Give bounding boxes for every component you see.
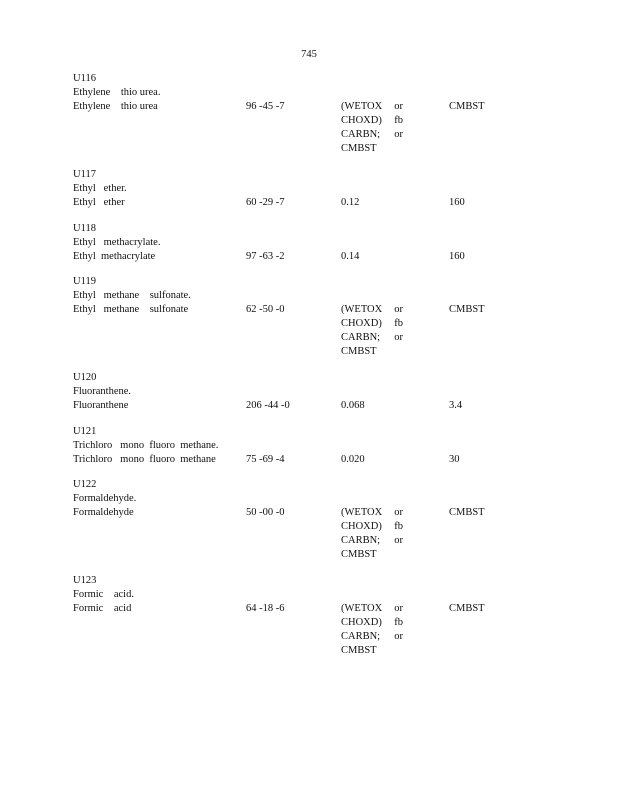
constituent-row: [73, 100, 593, 154]
waste-code: U121: [73, 426, 97, 437]
constituent-row: [73, 303, 593, 357]
waste-entry-u117: [73, 168, 593, 210]
wastewater-standard: 0.12: [341, 197, 360, 208]
waste-title: Ethyl methacrylate.: [73, 237, 161, 248]
nonwastewater-standard: 3.4: [449, 400, 463, 411]
constituent-row: [73, 506, 593, 560]
waste-title: Ethylene thio urea.: [73, 87, 161, 98]
constituent-name: Formic acid: [73, 603, 132, 614]
constituent-name: Ethyl methane sulfonate: [73, 304, 189, 315]
technology-code: (WETOX or CHOXD) fb CARBN; or CMBST: [341, 304, 403, 357]
constituent-name: Fluoranthene: [73, 400, 129, 411]
waste-entry-u118: [73, 222, 593, 264]
waste-entry-u116: [73, 72, 593, 154]
waste-entry-u121: [73, 425, 593, 467]
constituent-row: [73, 453, 593, 467]
cas-number: 97 -63 -2: [246, 251, 285, 262]
waste-title: Formaldehyde.: [73, 493, 137, 504]
waste-entry-u119: [73, 275, 593, 357]
cas-number: 62 -50 -0: [246, 304, 285, 315]
page-number: 745: [301, 49, 317, 60]
waste-title: Ethyl ether.: [73, 183, 127, 194]
waste-entry-u120: [73, 371, 593, 413]
waste-code: U122: [73, 479, 97, 490]
cas-number: 75 -69 -4: [246, 454, 285, 465]
waste-title: Ethyl methane sulfonate.: [73, 290, 191, 301]
cas-number: 60 -29 -7: [246, 197, 285, 208]
nonwastewater-standard: CMBST: [449, 304, 485, 315]
waste-code: U120: [73, 372, 97, 383]
waste-entry-u122: [73, 478, 593, 560]
waste-code: U117: [73, 169, 96, 180]
waste-title: Fluoranthene.: [73, 386, 132, 397]
constituent-name: Ethylene thio urea: [73, 101, 158, 112]
cas-number: 96 -45 -7: [246, 101, 285, 112]
nonwastewater-standard: CMBST: [449, 507, 485, 518]
technology-code: (WETOX or CHOXD) fb CARBN; or CMBST: [341, 101, 403, 154]
waste-code: U118: [73, 223, 96, 234]
nonwastewater-standard: 160: [449, 251, 465, 262]
nonwastewater-standard: CMBST: [449, 101, 485, 112]
cas-number: 64 -18 -6: [246, 603, 285, 614]
waste-code: U119: [73, 276, 96, 287]
constituent-name: Ethyl ether: [73, 197, 125, 208]
constituent-row: [73, 399, 593, 413]
constituent-row: [73, 196, 593, 210]
wastewater-standard: 0.14: [341, 251, 360, 262]
technology-code: (WETOX or CHOXD) fb CARBN; or CMBST: [341, 507, 403, 560]
constituent-name: Trichloro mono fluoro methane: [73, 454, 216, 465]
constituent-row: [73, 250, 593, 264]
technology-code: (WETOX or CHOXD) fb CARBN; or CMBST: [341, 603, 403, 656]
waste-title: Formic acid.: [73, 589, 134, 600]
waste-title: Trichloro mono fluoro methane.: [73, 440, 219, 451]
cas-number: 206 -44 -0: [246, 400, 290, 411]
waste-entry-u123: [73, 574, 593, 656]
cas-number: 50 -00 -0: [246, 507, 285, 518]
wastewater-standard: 0.068: [341, 400, 365, 411]
waste-code: U123: [73, 575, 97, 586]
constituent-row: [73, 602, 593, 656]
nonwastewater-standard: 160: [449, 197, 465, 208]
constituent-name: Formaldehyde: [73, 507, 134, 518]
nonwastewater-standard: 30: [449, 454, 460, 465]
nonwastewater-standard: CMBST: [449, 603, 485, 614]
constituent-name: Ethyl methacrylate: [73, 251, 156, 262]
wastewater-standard: 0.020: [341, 454, 365, 465]
waste-code: U116: [73, 73, 96, 84]
